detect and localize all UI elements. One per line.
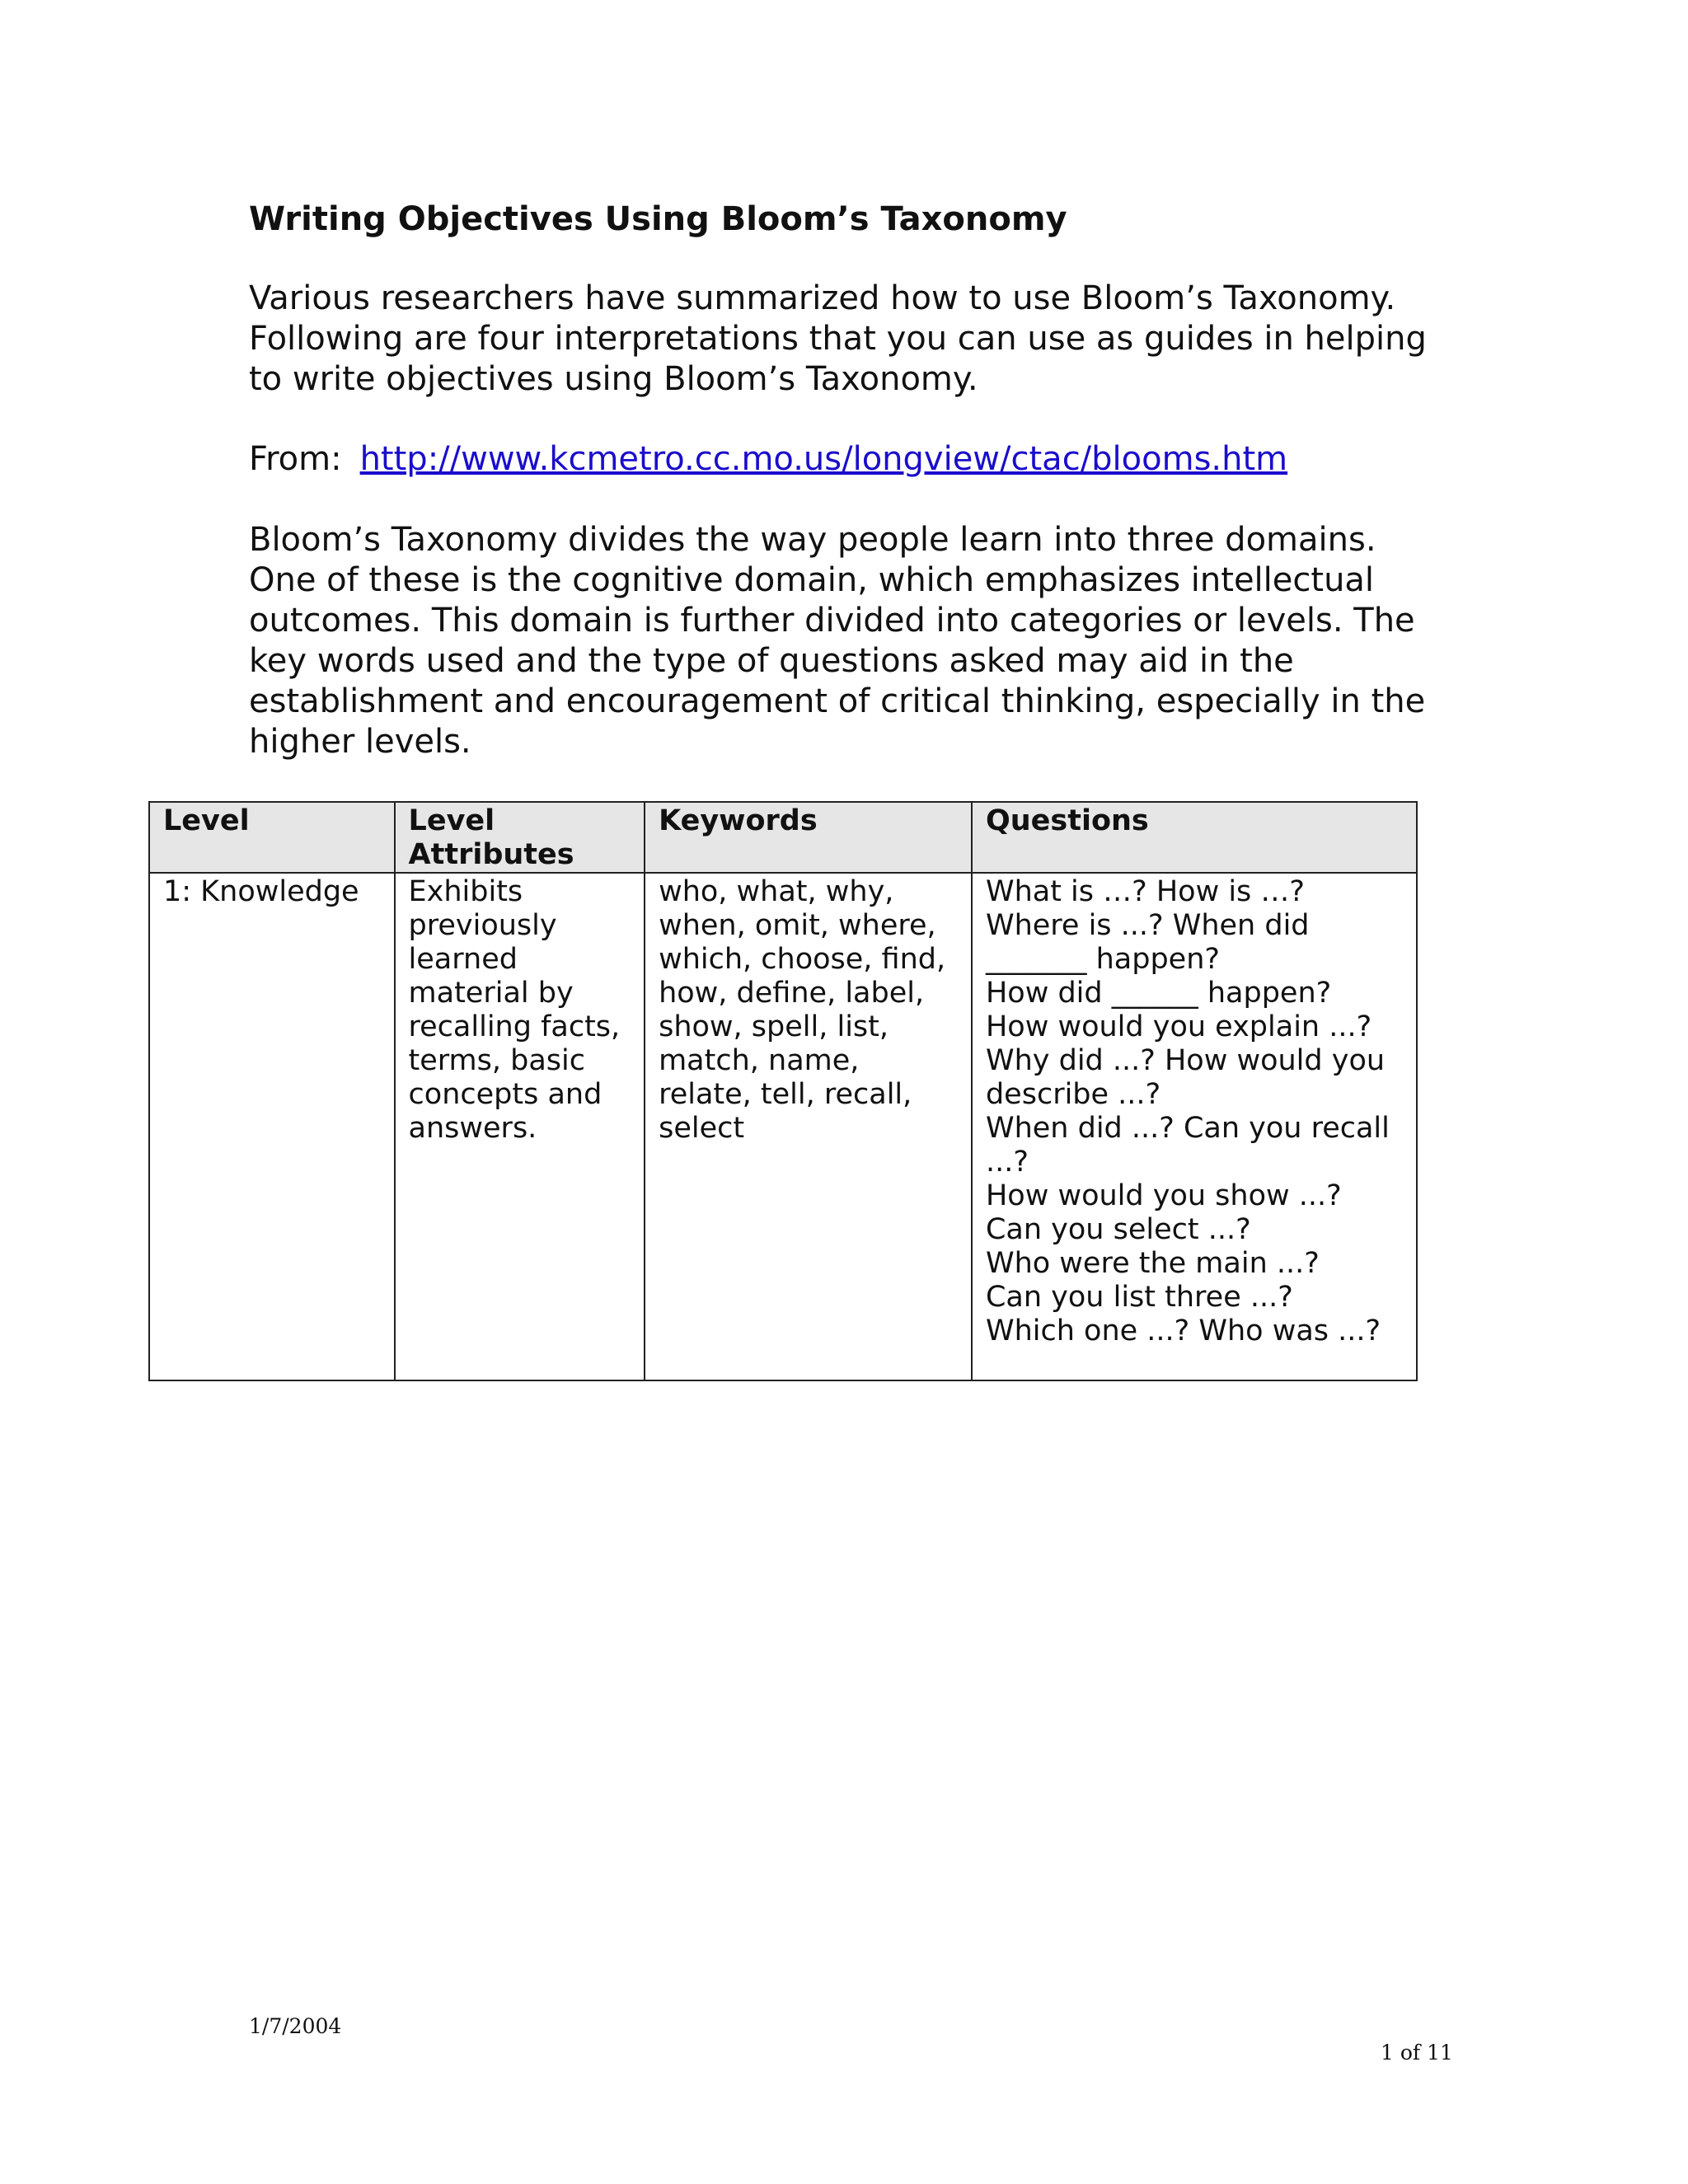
table-row xyxy=(149,873,1417,1380)
source-label: From: xyxy=(249,440,342,478)
question-item: Can you select ...? xyxy=(985,1213,1251,1246)
cell-keywords: who, what, why, when, omit, where, which, choose, find, how, define, label, show, spell, list, match, name, relate, tell, recall, select xyxy=(645,873,972,1380)
table-header-row xyxy=(149,802,1417,873)
intro-paragraph: Various researchers have summarized how to use Bloom’s Taxonomy. Following are four interpretations that you can use as guides in helping to write objectives using Bloom’s Taxonomy. xyxy=(249,279,1427,398)
source-link[interactable]: http://www.kcmetro.cc.mo.us/longview/ctac/blooms.htm xyxy=(359,440,1288,478)
header-questions: Questions xyxy=(972,802,1417,873)
header-level: Level xyxy=(149,802,395,873)
cell-questions xyxy=(972,873,1417,1380)
question-item: Which one ...? Who was ...? xyxy=(985,1315,1381,1347)
cell-level: 1: Knowledge xyxy=(149,873,395,1380)
question-item: When did ...? Can you recall ...? xyxy=(985,1112,1390,1179)
domains-paragraph: Bloom’s Taxonomy divides the way people learn into three domains. One of these is the cognitive domain, which emphasizes intellectual outcomes. This domain is further divided into categories or levels. The key words used and the type of questions asked may aid in the establishment and encouragement of critical thinking, especially in the higher levels. xyxy=(249,521,1426,761)
footer-page-number: 1 of 11 xyxy=(1381,2041,1453,2064)
header-level-attributes: Level Attributes xyxy=(395,802,645,873)
question-item: Who were the main ...? xyxy=(985,1247,1320,1280)
cell-attributes: Exhibits previously learned material by recalling facts, terms, basic concepts and answers. xyxy=(395,873,645,1380)
question-item: Why did ...? How would you describe ...? xyxy=(985,1044,1386,1111)
question-item: How would you show ...? xyxy=(985,1179,1342,1212)
question-item: What is …? How is …? Where is ...? When did _______ happen? xyxy=(985,875,1310,976)
bloom-taxonomy-table xyxy=(148,801,1418,1381)
source-line xyxy=(249,439,1452,480)
question-item: Can you list three ...? xyxy=(985,1281,1293,1314)
page-title: Writing Objectives Using Bloom’s Taxonomy xyxy=(249,200,1067,238)
question-item: How would you explain ...? xyxy=(985,1010,1372,1043)
question-item: How did ______ happen? xyxy=(985,977,1332,1010)
footer-date: 1/7/2004 xyxy=(249,2014,342,2038)
header-keywords: Keywords xyxy=(645,802,972,873)
